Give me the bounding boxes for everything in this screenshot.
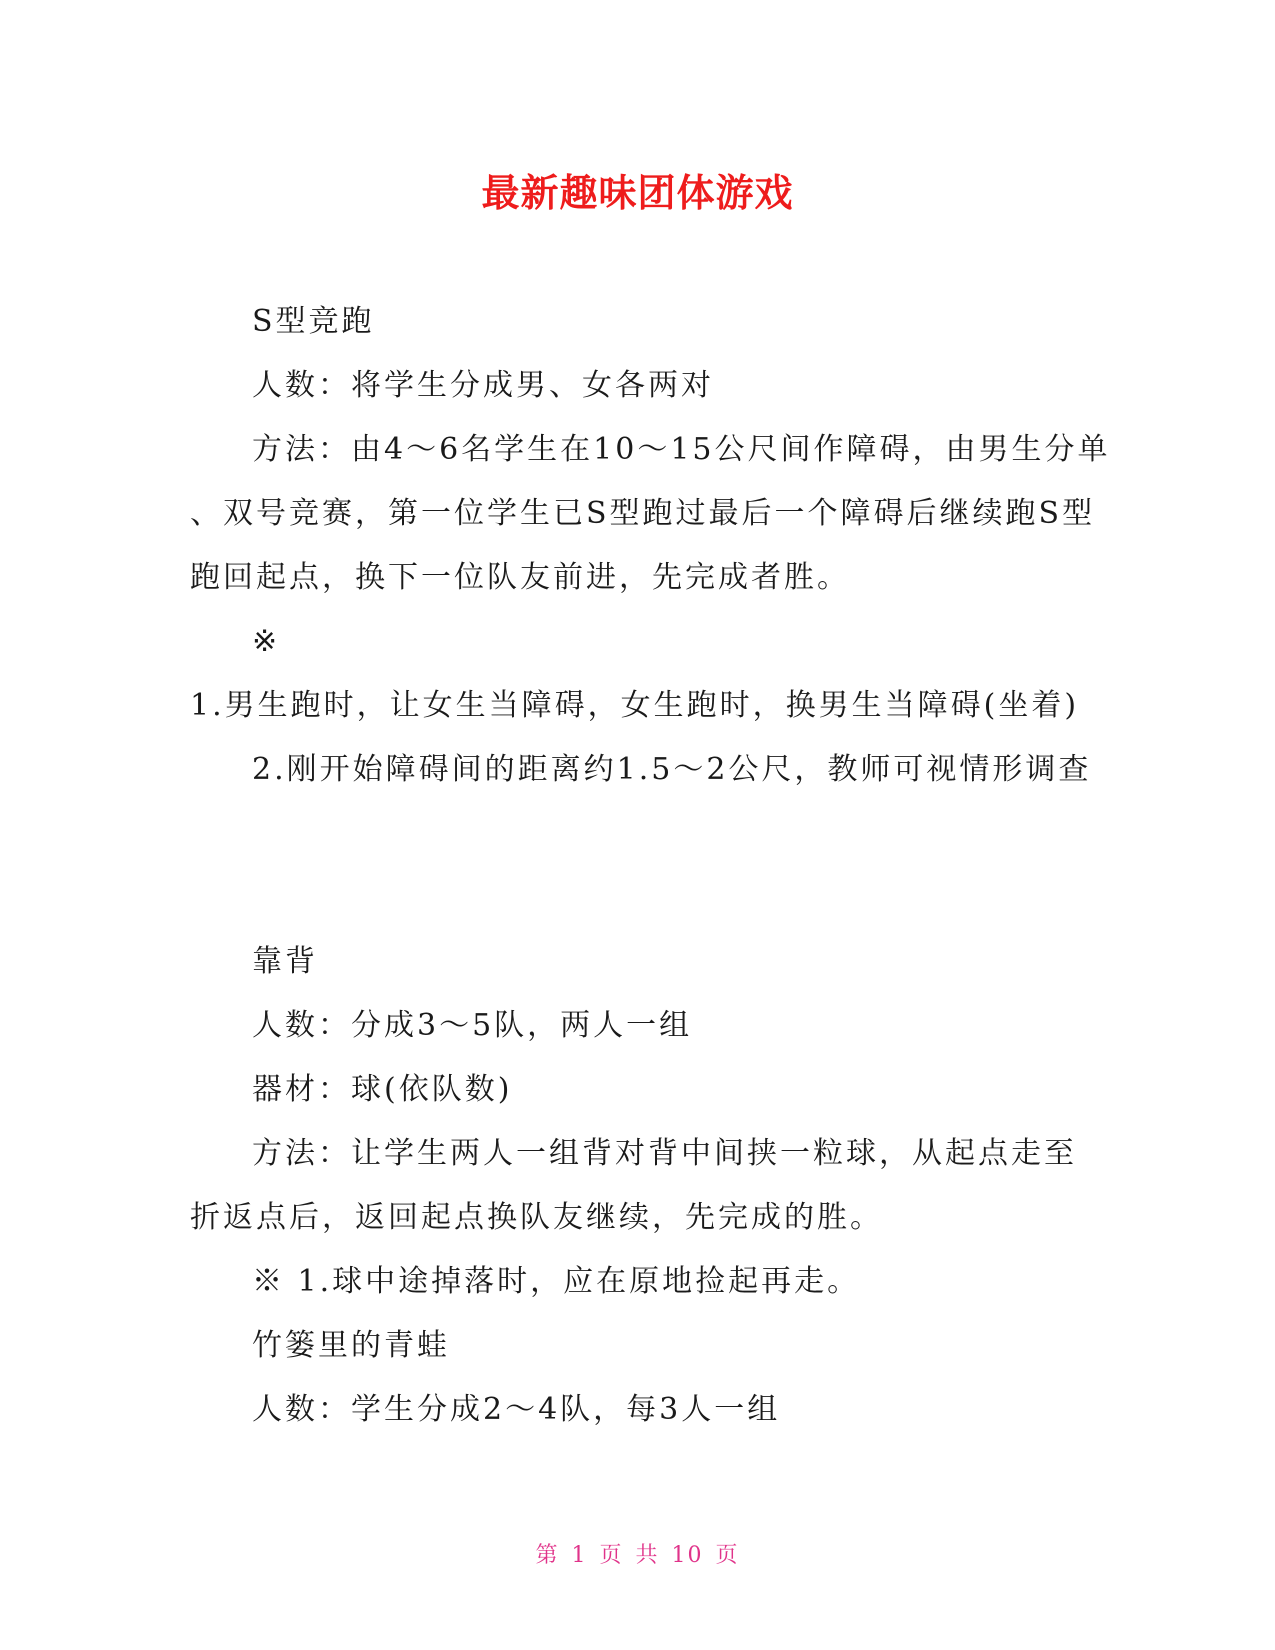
s-race-method-line-1: 方法：由4～6名学生在10～15公尺间作障碍，由男生分单: [252, 432, 1111, 467]
back-to-back-equipment: 器材：球(依队数): [252, 1072, 513, 1107]
back-to-back-method-line-1: 方法：让学生两人一组背对背中间挟一粒球，从起点走至: [252, 1136, 1077, 1171]
document-title: 最新趣味团体游戏: [481, 171, 794, 215]
back-to-back-people: 人数：分成3～5队，两人一组: [252, 1008, 693, 1043]
back-to-back-note-1: ※ 1.球中途掉落时，应在原地捡起再走。: [252, 1264, 861, 1299]
back-to-back-method-line-2: 折返点后，返回起点换队友继续，先完成的胜。: [190, 1200, 883, 1235]
footer-label-mid: 页: [599, 1543, 624, 1568]
s-race-note-1: 1.男生跑时，让女生当障碍，女生跑时，换男生当障碍(坐着): [190, 688, 1080, 723]
document-body: [190, 290, 1111, 1442]
footer-page-current: 1: [571, 1543, 588, 1568]
footer-label-total: 共: [635, 1543, 660, 1568]
s-race-method-line-2: 、双号竞赛，第一位学生已S型跑过最后一个障碍后继续跑S型: [190, 496, 1096, 531]
footer-label-pre: 第: [535, 1543, 560, 1568]
page-footer: [0, 1538, 1275, 1569]
section-spacer: [190, 802, 1090, 930]
s-race-people: 人数：将学生分成男、女各两对: [252, 368, 714, 403]
footer-label-post: 页: [715, 1543, 740, 1568]
s-race-note-mark: ※: [252, 624, 281, 659]
s-race-method-line-3: 跑回起点，换下一位队友前进，先完成者胜。: [190, 560, 850, 595]
section-heading-back-to-back: 靠背: [252, 944, 318, 979]
footer-page-total: 10: [671, 1543, 704, 1568]
section-heading-s-race: S型竞跑: [252, 304, 375, 339]
frog-basket-people: 人数：学生分成2～4队，每3人一组: [252, 1392, 781, 1427]
s-race-note-2: 2.刚开始障碍间的距离约1.5～2公尺，教师可视情形调查: [252, 752, 1092, 787]
section-heading-frog-basket: 竹篓里的青蛙: [252, 1328, 450, 1363]
